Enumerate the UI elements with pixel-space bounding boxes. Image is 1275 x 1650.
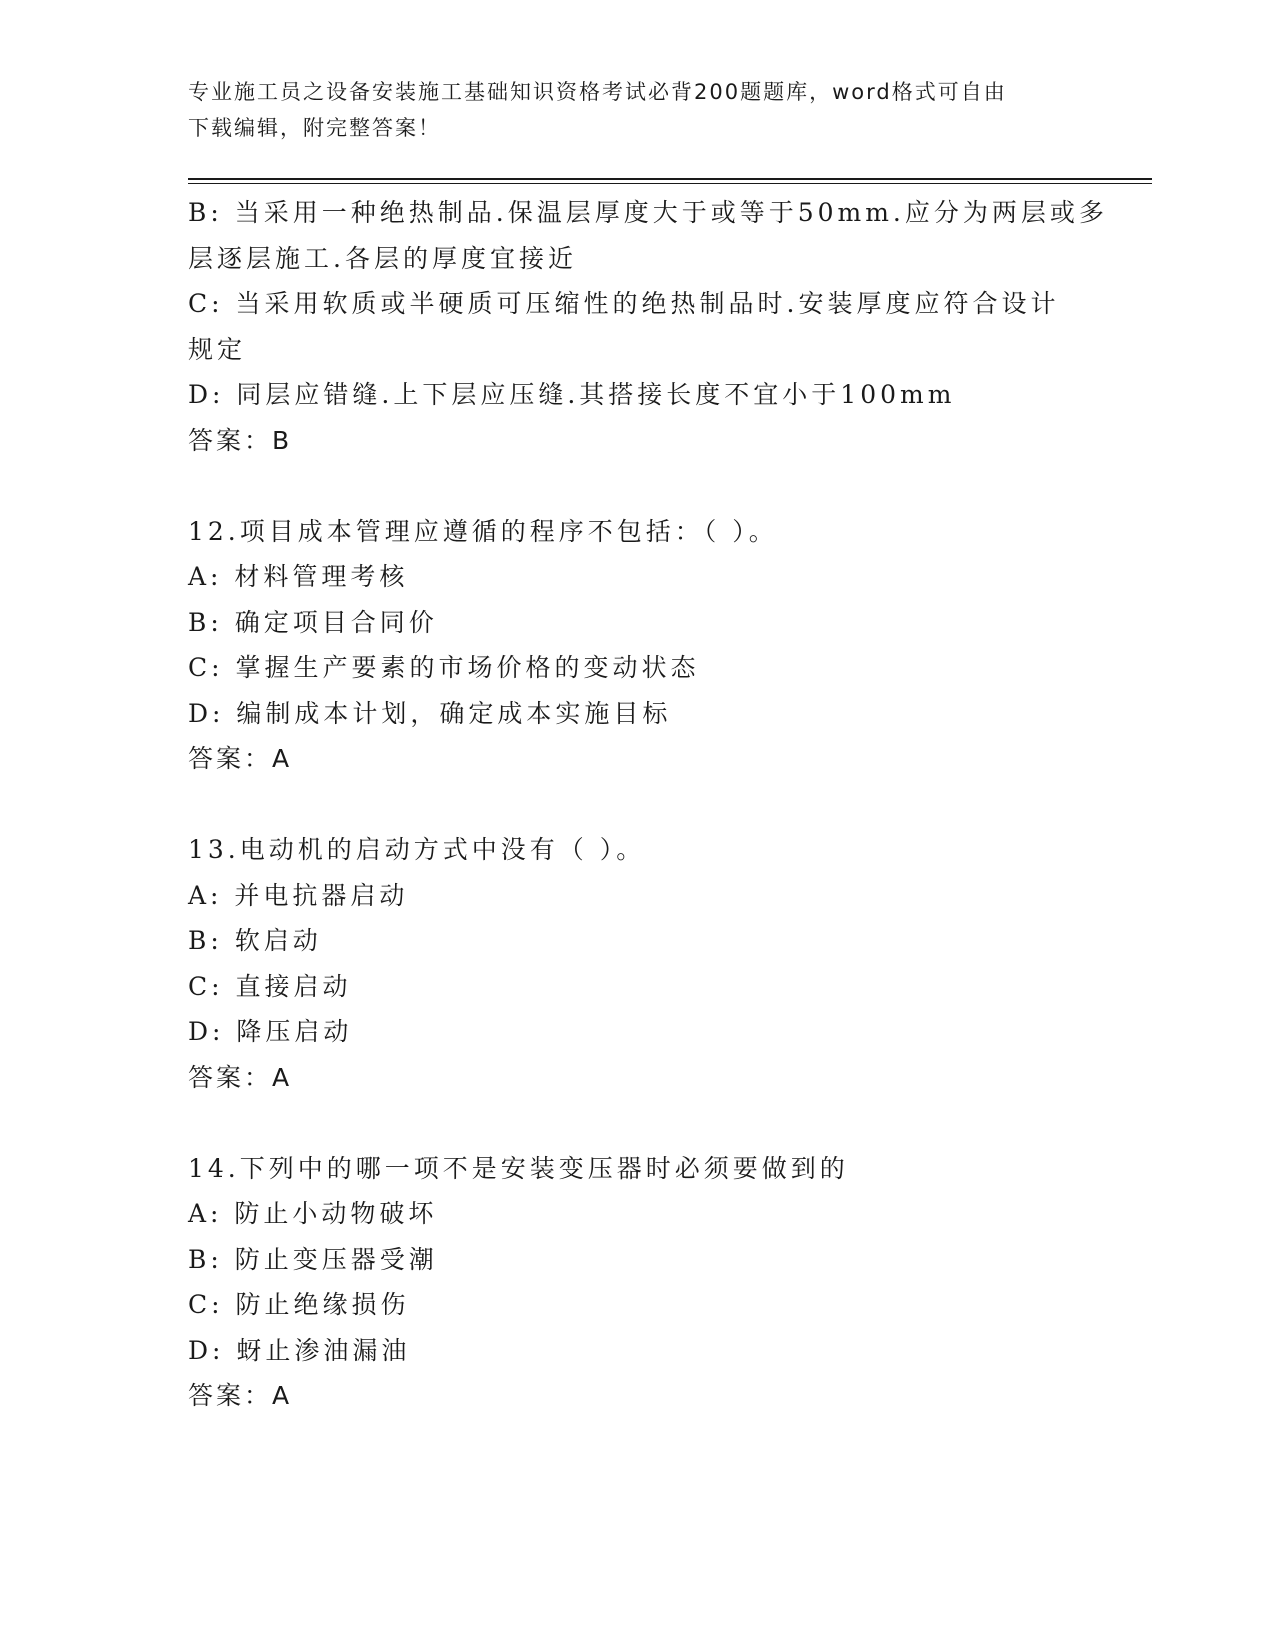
q14-option-c: C: 防止绝缘损伤 <box>188 1290 410 1319</box>
q11-option-b-line-2: 层逐层施工.各层的厚度宜接近 <box>188 243 577 273</box>
q12-option-c: C: 掌握生产要素的市场价格的变动状态 <box>188 653 700 682</box>
q11-option-b-line-1: B: 当采用一种绝热制品.保温层厚度大于或等于50mm.应分为两层或多 <box>188 198 1108 227</box>
header-rule-thick <box>188 178 1152 180</box>
question-11 <box>188 190 1108 463</box>
q13-option-c: C: 直接启动 <box>188 971 352 1001</box>
question-list <box>188 190 1108 1419</box>
q14-question-text: 14.下列中的哪一项不是安装变压器时必须要做到的 <box>188 1153 849 1183</box>
q12-option-a: A: 材料管理考核 <box>188 562 409 591</box>
header-rule-thin <box>188 183 1152 184</box>
q13-option-d: D: 降压启动 <box>188 1017 353 1046</box>
q12-option-d: D: 编制成本计划，确定成本实施目标 <box>188 698 672 728</box>
q13-question-text: 13.电动机的启动方式中没有（ ）。 <box>188 835 646 864</box>
header-line-2: 下载编辑，附完整答案！ <box>188 116 441 140</box>
q12-option-b: B: 确定项目合同价 <box>188 607 438 637</box>
q14-option-a: A: 防止小动物破坏 <box>188 1199 438 1228</box>
q13-answer: 答案：A <box>188 1062 293 1092</box>
q11-answer: 答案：B <box>188 425 293 455</box>
spacer <box>188 1100 1088 1146</box>
header-line-1: 专业施工员之设备安装施工基础知识资格考试必背200题题库，word格式可自由 <box>188 80 1007 104</box>
question-13 <box>188 827 1088 1100</box>
question-12 <box>188 509 1088 782</box>
q14-option-b: B: 防止变压器受潮 <box>188 1244 438 1274</box>
q12-question-text: 12.项目成本管理应遵循的程序不包括：（ ）。 <box>188 516 778 546</box>
q11-option-c-line-2: 规定 <box>188 334 247 364</box>
q13-option-b: B: 软启动 <box>188 926 322 955</box>
spacer <box>188 782 1088 828</box>
q12-answer: 答案：A <box>188 744 293 773</box>
q14-answer: 答案：A <box>188 1381 293 1410</box>
spacer <box>188 463 1088 509</box>
q11-option-c-line-1: C: 当采用软质或半硬质可压缩性的绝热制品时.安装厚度应符合设计 <box>188 289 1060 318</box>
q13-option-a: A: 并电抗器启动 <box>188 880 409 910</box>
document-header <box>188 74 1088 146</box>
q14-option-d: D: 蚜止渗油漏油 <box>188 1335 411 1365</box>
q11-option-d: D: 同层应错缝.上下层应压缝.其搭接长度不宜小于100mm <box>188 380 956 409</box>
question-14 <box>188 1146 1088 1419</box>
